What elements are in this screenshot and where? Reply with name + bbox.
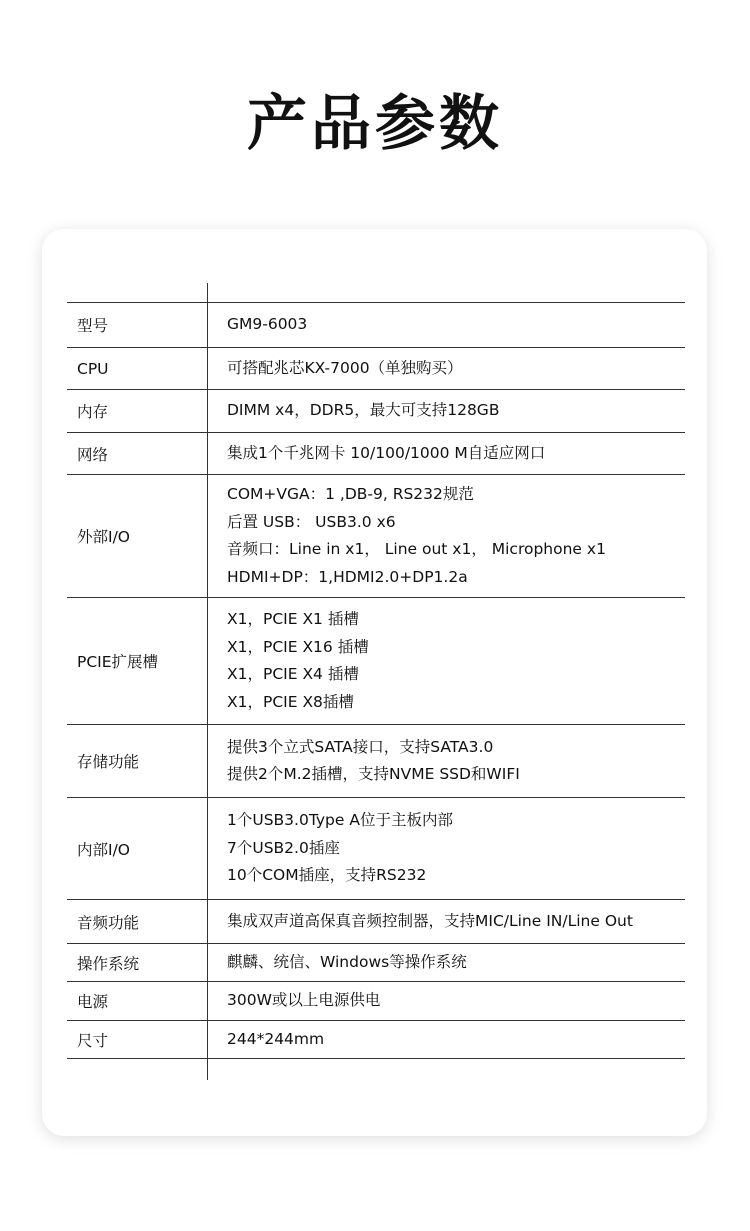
page-title: 产品参数 bbox=[247, 89, 503, 159]
spec-row bbox=[67, 725, 685, 798]
spec-value-line: 麒麟、统信、Windows等操作系统 bbox=[227, 952, 467, 971]
spec-value bbox=[207, 433, 685, 474]
spec-value bbox=[207, 475, 685, 597]
spec-row bbox=[67, 982, 685, 1021]
spec-value bbox=[207, 900, 685, 943]
spec-label: 型号 bbox=[77, 317, 109, 335]
spec-value bbox=[207, 348, 685, 389]
spec-value bbox=[207, 1021, 685, 1058]
spec-value-line: 1个USB3.0Type A位于主板内部 bbox=[227, 811, 453, 830]
spec-label: 电源 bbox=[77, 993, 109, 1011]
spec-value-line: X1，PCIE X1 插槽 bbox=[227, 610, 359, 628]
spec-value-line: 集成双声道高保真音频控制器，支持MIC/Line IN/Line Out bbox=[227, 911, 633, 930]
spec-row bbox=[67, 598, 685, 725]
spec-value bbox=[207, 944, 685, 981]
spec-value-line: COM+VGA：1 ,DB-9, RS232规范 bbox=[227, 485, 474, 503]
spec-row bbox=[67, 433, 685, 475]
spec-value-line: 音频口：Line in x1， Line out x1， Microphone x1 bbox=[227, 540, 606, 558]
spec-value-line: X1，PCIE X4 插槽 bbox=[227, 665, 359, 683]
spec-value-line: 集成1个千兆网卡 10/100/1000 M自适应网口 bbox=[227, 443, 546, 462]
spec-value-line: GM9-6003 bbox=[227, 315, 308, 334]
spec-label: 音频功能 bbox=[77, 913, 140, 932]
spec-row bbox=[67, 348, 685, 390]
spec-value bbox=[207, 598, 685, 724]
spec-row bbox=[67, 900, 685, 944]
spec-value-line: 后置 USB： USB3.0 x6 bbox=[227, 512, 396, 531]
spec-value bbox=[207, 303, 685, 347]
spec-label: 尺寸 bbox=[77, 1031, 109, 1050]
spec-label: 内存 bbox=[77, 403, 109, 421]
spec-row bbox=[67, 390, 685, 433]
spec-value bbox=[207, 725, 685, 797]
spec-label: CPU bbox=[77, 359, 109, 378]
spec-value-line: 提供3个立式SATA接口，支持SATA3.0 bbox=[227, 737, 494, 756]
spec-row bbox=[67, 798, 685, 900]
spec-label: 内部I/O bbox=[77, 840, 130, 859]
spec-label: 操作系统 bbox=[77, 954, 140, 973]
spec-value bbox=[207, 798, 685, 899]
spec-row bbox=[67, 1021, 685, 1059]
spec-value-line: X1，PCIE X8插槽 bbox=[227, 692, 354, 711]
table-header-spacer bbox=[67, 283, 685, 303]
spec-label: 存储功能 bbox=[77, 753, 140, 771]
spec-value-line: 244*244mm bbox=[227, 1029, 325, 1048]
spec-row bbox=[67, 944, 685, 982]
spec-value-line: 提供2个M.2插槽，支持NVME SSD和WIFI bbox=[227, 765, 520, 783]
spec-value-line: X1，PCIE X16 插槽 bbox=[227, 637, 369, 656]
spec-row bbox=[67, 475, 685, 598]
spec-label: 外部I/O bbox=[77, 528, 130, 546]
spec-value-line: 可搭配兆芯KX-7000（单独购买） bbox=[227, 358, 463, 377]
table-footer-spacer bbox=[67, 1059, 685, 1078]
spec-value bbox=[207, 982, 685, 1020]
spec-value-line: HDMI+DP：1,HDMI2.0+DP1.2a bbox=[227, 567, 468, 586]
spec-value bbox=[207, 390, 685, 432]
spec-row bbox=[67, 303, 685, 348]
spec-value-line: 300W或以上电源供电 bbox=[227, 991, 381, 1010]
spec-value-line: 7个USB2.0插座 bbox=[227, 838, 340, 857]
spec-value-line: DIMM x4，DDR5，最大可支持128GB bbox=[227, 401, 500, 420]
spec-label: 网络 bbox=[77, 445, 109, 464]
spec-label: PCIE扩展槽 bbox=[77, 653, 159, 671]
spec-value-line: 10个COM插座，支持RS232 bbox=[227, 866, 427, 885]
spec-table bbox=[67, 283, 685, 1078]
